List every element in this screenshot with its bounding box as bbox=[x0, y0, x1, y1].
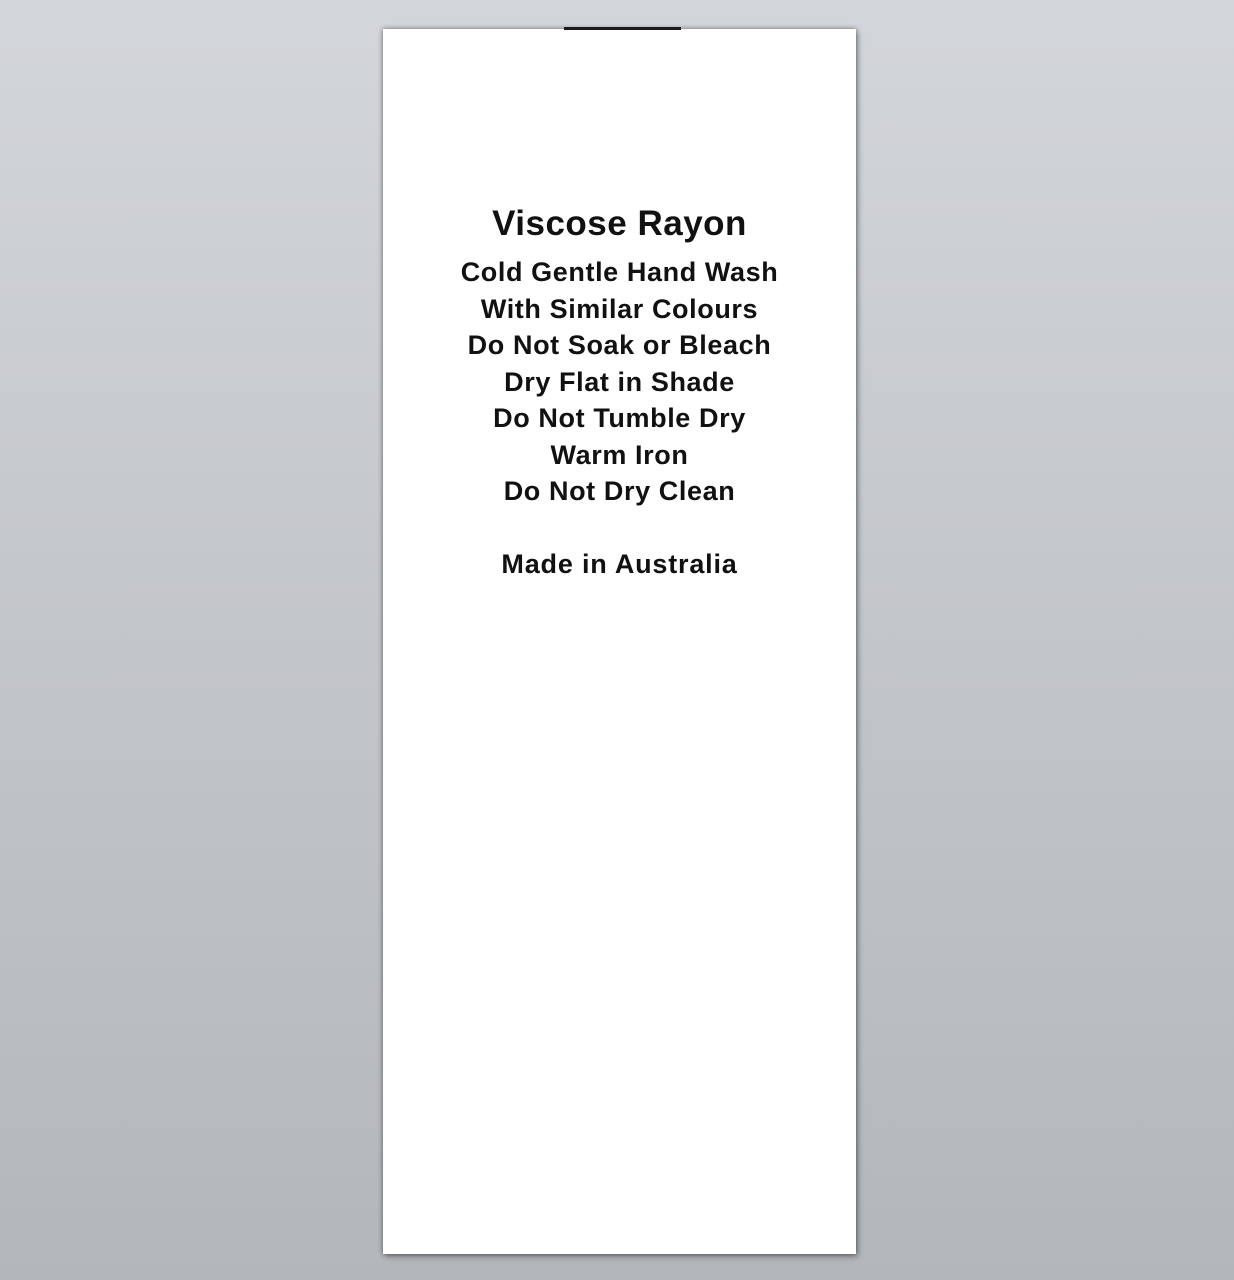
care-instruction: With Similar Colours bbox=[480, 293, 759, 324]
top-marker bbox=[564, 27, 681, 30]
country-of-origin: Made in Australia bbox=[501, 549, 738, 579]
label-title: Viscose Rayon bbox=[492, 204, 747, 243]
care-instruction: Warm Iron bbox=[550, 439, 689, 470]
care-instruction: Dry Flat in Shade bbox=[504, 366, 735, 397]
care-label-page bbox=[383, 29, 856, 1254]
care-instructions-list bbox=[383, 254, 856, 510]
care-instruction: Cold Gentle Hand Wash bbox=[460, 257, 779, 287]
care-instruction: Do Not Dry Clean bbox=[503, 476, 736, 506]
care-instruction: Do Not Soak or Bleach bbox=[467, 330, 772, 360]
care-instruction: Do Not Tumble Dry bbox=[493, 403, 746, 433]
